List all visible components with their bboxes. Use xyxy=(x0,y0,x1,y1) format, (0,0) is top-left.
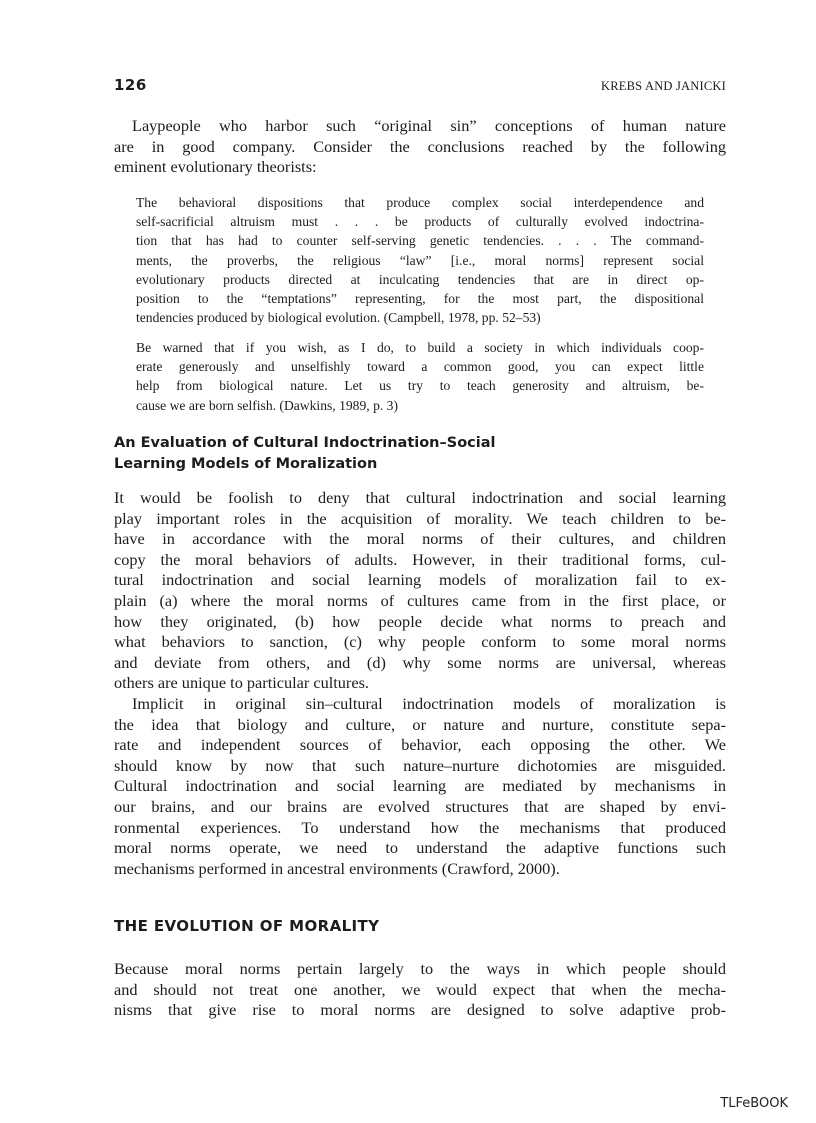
heading-line: Learning Models of Moralization xyxy=(114,456,378,472)
text-line: position to the “temptations” representing, for the most part, the dispositional xyxy=(136,291,704,307)
text-line: how they originated, (b) how people decide what norms to preach and xyxy=(114,611,726,631)
text-line: mechanisms performed in ancestral environments (Crawford, 2000). xyxy=(114,858,560,878)
text-line: and should not treat one another, we would expect that when the mecha- xyxy=(114,979,726,999)
page-number: 126 xyxy=(114,76,147,94)
block-quote-dawkins xyxy=(136,338,704,415)
text-line: the idea that biology and culture, or nature and nurture, constitute sepa- xyxy=(114,714,726,734)
paragraph-evolution xyxy=(114,959,726,1021)
text-line: others are unique to particular cultures. xyxy=(114,673,369,693)
text-line: Laypeople who harbor such “original sin” conceptions of human nature xyxy=(132,116,726,135)
text-line: tion that has had to counter self-serving genetic tendencies. . . . The command- xyxy=(136,233,704,249)
text-line: evolutionary products directed at inculcating tendencies that are in direct op- xyxy=(136,271,704,287)
section-heading: THE EVOLUTION OF MORALITY xyxy=(114,917,380,935)
text-line: help from biological nature. Let us try to teach generosity and altruism, be- xyxy=(136,378,704,394)
text-line: self-sacrificial altruism must . . . be products of culturally evolved indoctrina- xyxy=(136,214,704,230)
text-line: eminent evolutionary theorists: xyxy=(114,157,317,177)
text-line: Cultural indoctrination and social learning are mediated by mechanisms in xyxy=(114,776,726,796)
heading-line: An Evaluation of Cultural Indoctrination–Social xyxy=(114,435,496,451)
text-line: and deviate from others, and (d) why some norms are universal, whereas xyxy=(114,652,726,672)
text-line: ronmental experiences. To understand how the mechanisms that produced xyxy=(114,817,726,837)
text-line: The behavioral dispositions that produce complex social interdependence and xyxy=(136,195,704,210)
text-line: copy the moral behaviors of adults. However, in their traditional forms, cul- xyxy=(114,549,726,569)
text-line: rate and independent sources of behavior, each opposing the other. We xyxy=(114,735,726,755)
intro-paragraph xyxy=(114,116,726,178)
block-quote-campbell xyxy=(136,193,704,327)
text-line: our brains, and our brains are evolved structures that are shaped by envi- xyxy=(114,796,726,816)
text-line: nisms that give rise to moral norms are designed to solve adaptive prob- xyxy=(114,1000,726,1020)
text-line: have in accordance with the moral norms of their cultures, and children xyxy=(114,529,726,549)
text-line: moral norms operate, we need to understand the adaptive functions such xyxy=(114,838,726,858)
running-head: KREBS AND JANICKI xyxy=(601,79,726,93)
text-line: play important roles in the acquisition of morality. We teach children to be- xyxy=(114,508,726,528)
text-line: cause we are born selfish. (Dawkins, 1989, p. 3) xyxy=(136,397,398,413)
watermark: TLFeBOOK xyxy=(720,1096,788,1111)
text-line: Implicit in original sin–cultural indoctrination models of moralization is xyxy=(132,694,726,713)
text-line: Because moral norms pertain largely to the ways in which people should xyxy=(114,959,726,978)
text-line: are in good company. Consider the conclusions reached by the following xyxy=(114,136,726,156)
paragraph-implicit xyxy=(114,694,726,879)
text-line: Be warned that if you wish, as I do, to build a society in which individuals coop- xyxy=(136,340,704,355)
text-line: plain (a) where the moral norms of cultures came from in the first place, or xyxy=(114,590,726,610)
text-line: tendencies produced by biological evolution. (Campbell, 1978, pp. 52–53) xyxy=(136,310,541,326)
text-line: It would be foolish to deny that cultural indoctrination and social learning xyxy=(114,488,726,507)
text-line: erate generously and unselfishly toward a common good, you can expect little xyxy=(136,359,704,375)
text-line: what behaviors to sanction, (c) why people conform to some moral norms xyxy=(114,632,726,652)
text-line: ments, the proverbs, the religious “law” [i.e., moral norms] represent social xyxy=(136,252,704,268)
text-line: tural indoctrination and social learning models of moralization fail to ex- xyxy=(114,570,726,590)
paragraph-evaluation xyxy=(114,488,726,694)
subsection-heading xyxy=(114,433,495,475)
text-line: should know by now that such nature–nurture dichotomies are misguided. xyxy=(114,755,726,775)
